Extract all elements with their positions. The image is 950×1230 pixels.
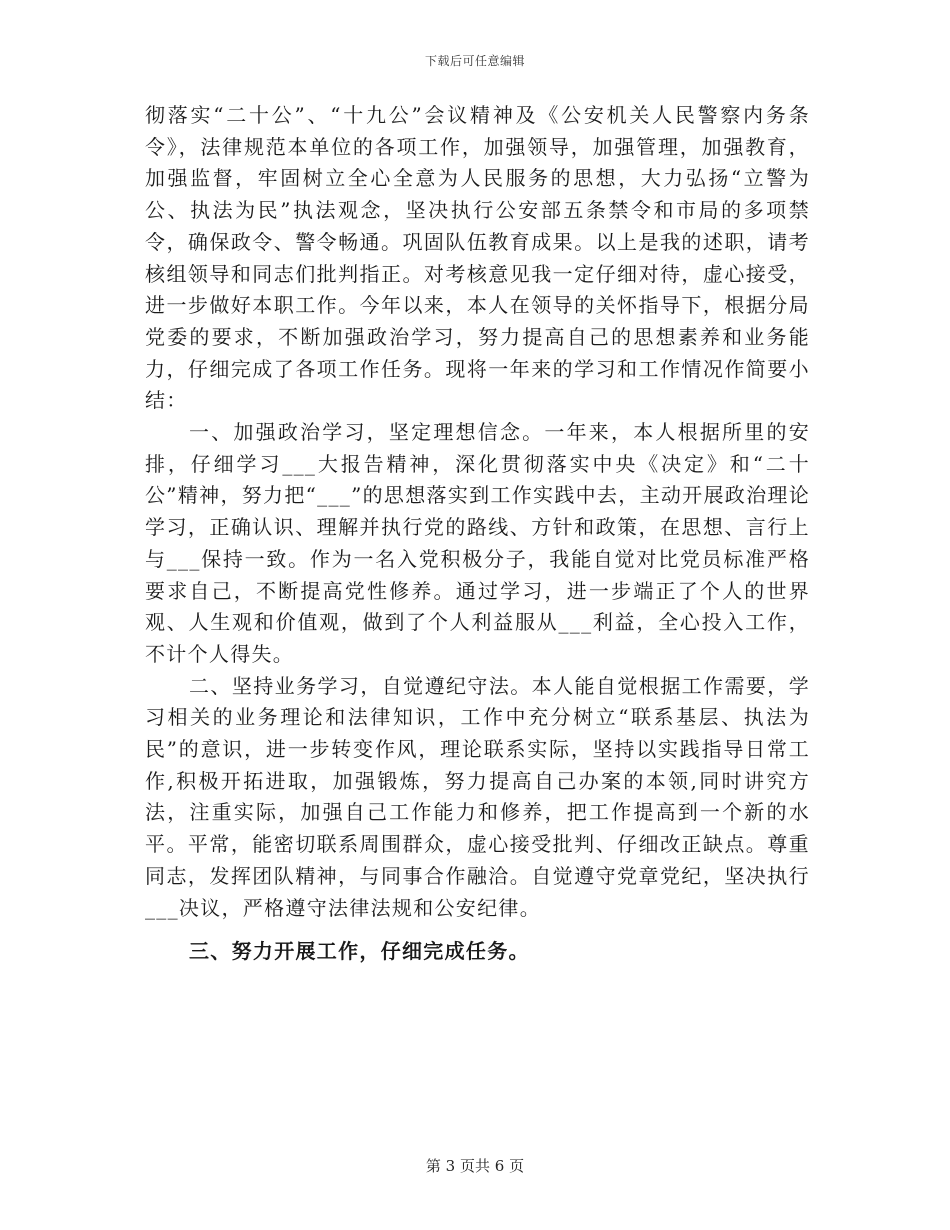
page-number-footer: 第 3 页共 6 页 bbox=[425, 1157, 525, 1175]
paragraph-intro: 彻落实“二十公”、“十九公”会议精神及《公安机关人民警察内务条令》，法律规范本单位的各项工作，加强领导，加强管理，加强教育，加强监督，牢固树立全心全意为人民服务的思想，大力弘扬“立警为公、执法为民”执法观念，坚决执行公安部五条禁令和市局的多项禁令，确保政令、警令畅通。巩固队伍教育成果。以上是我的述职，请考核组领导和同志们批判指正。对考核意见我一定仔细对待，虚心接受，进一步做好本职工作。今年以来，本人在领导的关怀指导下，根据分局党委的要求，不断加强政治学习，努力提高自己的思想素养和业务能力，仔细完成了各项工作任务。现将一年来的学习和工作情况作简要小结： bbox=[145, 103, 810, 413]
section-heading-three: 三、努力开展工作，仔细完成任务。 bbox=[189, 939, 530, 964]
document-body bbox=[145, 100, 810, 968]
paragraph-political-study: 一、加强政治学习，坚定理想信念。一年来，本人根据所里的安排，仔细学习___大报告精神，深化贯彻落实中央《决定》和“二十公”精神，努力把“___”的思想落实到工作实践中去，主动开展政治理论学习，正确认识、理解并执行党的路线、方针和政策，在思想、言行上与___保持一致。作为一名入党积极分子，我能自觉对比党员标准严格要求自己，不断提高党性修养。通过学习，进一步端正了个人的世界观、人生观和价值观，做到了个人利益服从___利益，全心投入工作，不计个人得失。 bbox=[145, 420, 810, 666]
paragraph-professional-study: 二、坚持业务学习，自觉遵纪守法。本人能自觉根据工作需要，学习相关的业务理论和法律知识，工作中充分树立“联系基层、执法为民”的意识，进一步转变作风，理论联系实际，坚持以实践指导日常工作,积极开拓进取，加强锻炼，努力提高自己办案的本领,同时讲究方法，注重实际，加强自己工作能力和修养，把工作提高到一个新的水平。平常，能密切联系周围群众，虚心接受批判、仔细改正缺点。尊重同志，发挥团队精神，与同事合作融洽。自觉遵守党章党纪，坚决执行___决议，严格遵守法律法规和公安纪律。 bbox=[145, 673, 810, 920]
page-header-note: 下载后可任意编辑 bbox=[424, 54, 525, 68]
